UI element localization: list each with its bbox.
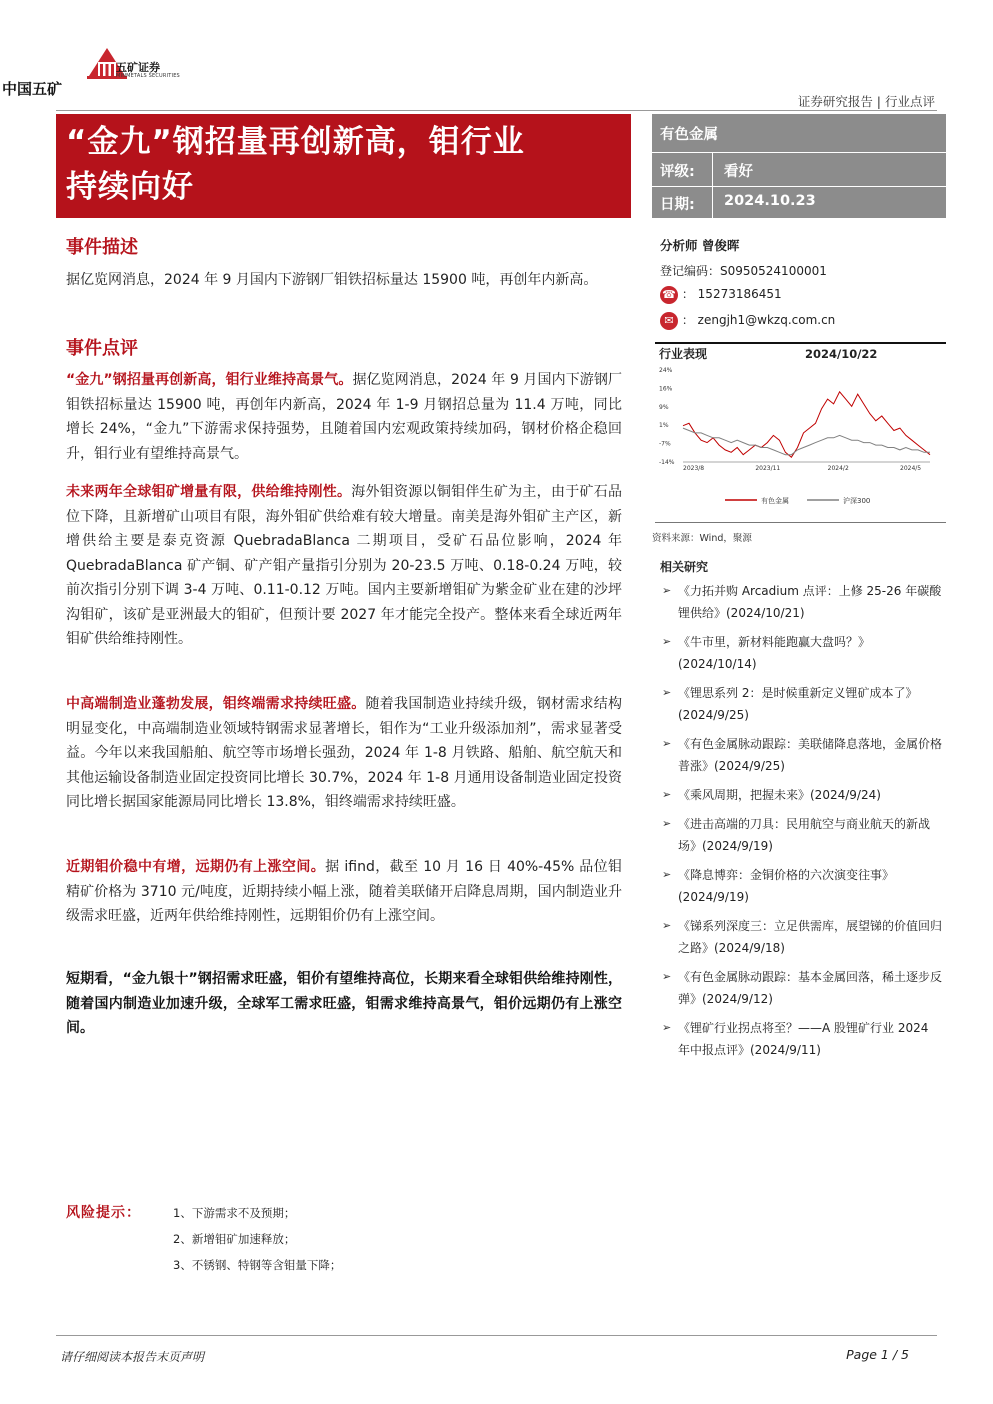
date-label: 日期:	[660, 197, 695, 213]
related-research-title: 《牛市里，新材料能跑赢大盘吗？》(2024/10/14)	[678, 635, 871, 671]
bullet-arrow-icon: ➢	[662, 686, 672, 699]
analyst-reg-code: 登记编码：S0950524100001	[660, 264, 827, 278]
section-heading-event-desc: 事件描述	[66, 237, 138, 258]
comment-4-highlight: 近期钼价稳中有增，远期仍有上涨空间。	[66, 859, 326, 875]
y-tick-label: -7%	[659, 440, 671, 448]
related-research-title: 《有色金属脉动跟踪：基本金属回落，稀土逐步反弹》(2024/9/12)	[678, 970, 943, 1006]
bullet-arrow-icon: ➢	[662, 1021, 672, 1034]
related-research-item[interactable]	[662, 813, 942, 857]
related-research-title: 《锂思系列 2：是时候重新定义锂矿成本了》(2024/9/25)	[678, 686, 918, 722]
related-research-item[interactable]	[662, 784, 942, 806]
related-research-title: 《有色金属脉动跟踪：美联储降息落地，金属价格普涨》(2024/9/25)	[678, 737, 943, 773]
comment-3-body: 随着我国制造业持续升级，钢材需求结构明显变化，中高端制造业领域特钢需求显著增长，钼作为“工业升级添加剂”，需求显著受益。今年以来我国船舶、航空等市场增长强劲，2024 年 1-8 月铁路、船舶、航空航天和其他运输设备制造业固定投资同比增长 30.7%，2024 年 1-8 月通用设备制造业固定投资同比增长据国家能源局同比增长 13.8%，钼终端需求持续旺盛。	[66, 696, 623, 810]
footer-divider	[56, 1335, 937, 1336]
logo-text-cn: 中国五矿	[2, 80, 63, 98]
bullet-arrow-icon: ➢	[662, 584, 672, 597]
rating-value: 看好	[724, 164, 753, 180]
comment-1-body: 据亿览网消息，2024 年 9 月国内下游钢厂钼铁招标量达 15900 吨，再创年内新高，2024 年 1-9 月钢招总量为 11.4 万吨，同比增长 24%，“金九”下游需求保持强势，且随着国内宏观政策持续加码，钢材价格企稳回升，钼行业有望维持高景气。	[66, 372, 622, 462]
footer-disclaimer: 请仔细阅读本报告末页声明	[60, 1350, 205, 1364]
related-research-item[interactable]	[662, 733, 942, 777]
related-research-item[interactable]	[662, 631, 942, 675]
phone-icon: ☎	[660, 286, 678, 304]
rating-box-vdivider	[712, 152, 713, 218]
chart-date: 2024/10/22	[805, 347, 878, 361]
comment-2-body: 海外钼资源以铜钼伴生矿为主，由于矿石品位下降，且新增矿山项目有限，海外钼矿供给难有较大增量。南美是海外钼矿主产区，新增供给主要是泰克资源 QuebradaBlanca 二期项目，受矿石品位影响，2024 年 QuebradaBlanca 矿产铜、矿产钼产量指引分别为 20-23.5 万吨、0.18-0.24 万吨，较前次指引分别下调 3-4 万吨、0.11-0.12 万吨。国内主要新增钼矿为紫金矿业在建的沙坪沟钼矿，该矿是亚洲最大的钼矿，但预计要 2027 年才能完全投产。整体来看全球近两年钼矿供给维持刚性。	[66, 484, 623, 647]
email-separator: ：	[681, 313, 694, 327]
date-value: 2024.10.23	[724, 193, 816, 209]
y-tick-label: 24%	[659, 367, 673, 374]
bullet-arrow-icon: ➢	[662, 868, 672, 881]
bullet-arrow-icon: ➢	[662, 817, 672, 830]
bullet-arrow-icon: ➢	[662, 919, 672, 932]
comment-2-highlight: 未来两年全球钼矿增量有限，供给维持刚性。	[66, 484, 352, 500]
sector-label: 有色金属	[660, 127, 718, 143]
x-tick-label: 2024/2	[827, 465, 849, 472]
bullet-arrow-icon: ➢	[662, 737, 672, 750]
securities-name-en: MINMETALS SECURITIES	[116, 73, 180, 79]
x-tick-label: 2023/11	[755, 465, 781, 472]
bullet-arrow-icon: ➢	[662, 970, 672, 983]
x-tick-label: 2024/5	[900, 465, 922, 472]
analyst-email-row	[660, 311, 835, 330]
rating-box-divider	[652, 152, 946, 153]
y-tick-label: -14%	[659, 459, 675, 466]
related-research-title: 《锂矿行业拐点将至？——A 股锂矿行业 2024 年中报点评》(2024/9/11)	[678, 1021, 929, 1057]
related-research-item[interactable]	[662, 682, 942, 726]
analyst-email[interactable]: zengjh1@wkzq.com.cn	[697, 313, 836, 327]
conclusion-paragraph: 短期看，“金九银十”钢招需求旺盛，钼价有望维持高位，长期来看全球钼供给维持刚性，随着国内制造业加速升级，全球军工需求旺盛，钼需求维持高景气，钼价远期仍有上涨空间。	[66, 971, 622, 1036]
legend-label: 沪深300	[843, 497, 871, 505]
doc-type: 证券研究报告 | 行业点评	[797, 94, 935, 109]
risk-item: 1、下游需求不及预期；	[173, 1206, 296, 1220]
related-research-title: 《乘风周期，把握未来》(2024/9/24)	[678, 788, 881, 802]
related-research-item[interactable]	[662, 915, 942, 959]
related-research-heading: 相关研究	[660, 560, 709, 574]
related-research-title: 《锑系列深度三：立足供需库，展望锑的价值回归之路》(2024/9/18)	[678, 919, 943, 955]
title-banner	[56, 114, 631, 218]
report-title-line1: “金九”钢招量再创新高，钼行业	[66, 124, 525, 160]
rating-label: 评级:	[660, 164, 695, 180]
phone-separator: ：	[681, 287, 694, 301]
comment-paragraph-1	[66, 368, 622, 466]
x-tick-label: 2023/8	[683, 465, 705, 472]
related-research-item[interactable]	[662, 580, 942, 624]
analyst-phone: 15273186451	[697, 287, 782, 301]
risk-item: 2、新增钼矿加速释放；	[173, 1232, 296, 1246]
comment-paragraph-2	[66, 480, 622, 652]
event-desc-text: 据亿览网消息，2024 年 9 月国内下游钢厂钼铁招标量达 15900 吨，再创年内新高。	[66, 272, 598, 288]
chart-source: 资料来源：Wind，聚源	[652, 533, 752, 544]
performance-chart-svg	[655, 344, 945, 522]
comment-paragraph-4	[66, 855, 622, 929]
risk-label: 风险提示：	[66, 1205, 141, 1221]
legend-label: 有色金属	[761, 497, 789, 505]
related-research-title: 《力拓并购 Arcadium 点评：上修 25-26 年碳酸锂供给》(2024/10/21)	[678, 584, 942, 620]
y-tick-label: 16%	[659, 385, 673, 393]
header-divider	[56, 110, 937, 111]
bullet-arrow-icon: ➢	[662, 788, 672, 801]
email-icon: ✉	[660, 312, 678, 330]
comment-3-highlight: 中高端制造业蓬勃发展，钼终端需求持续旺盛。	[66, 696, 366, 712]
risk-item: 3、不锈钢、特钢等含钼量下降；	[173, 1258, 342, 1272]
y-tick-label: 9%	[659, 403, 669, 411]
series-line-csi300	[683, 428, 930, 455]
rating-box-divider	[652, 186, 946, 187]
analyst-name: 分析师 曾俊晖	[660, 238, 740, 253]
related-research-item[interactable]	[662, 864, 942, 908]
chart-title: 行业表现	[659, 347, 708, 361]
y-tick-label: 1%	[659, 422, 669, 430]
comment-paragraph-3	[66, 692, 622, 815]
rating-box	[652, 114, 946, 218]
comment-4-body: 据 ifind，截至 10 月 16 日 40%-45% 品位钼精矿价格为 3710 元/吨度，近期持续小幅上涨，随着美联储开启降息周期，国内制造业升级需求旺盛，近两年供给维持刚性，远期钼价仍有上涨空间。	[66, 859, 622, 924]
page-number: Page 1 / 5	[846, 1347, 909, 1362]
related-research-item[interactable]	[662, 1017, 942, 1061]
report-title-line2: 持续向好	[66, 169, 194, 205]
related-research-item[interactable]	[662, 966, 942, 1010]
industry-performance-chart	[655, 344, 945, 524]
related-research-title: 《进击高端的刀具：民用航空与商业航天的新战场》(2024/9/19)	[678, 817, 931, 853]
securities-name-cn: 五矿证券	[116, 61, 160, 74]
related-research-list	[662, 580, 942, 1068]
section-heading-event-comment: 事件点评	[66, 338, 138, 359]
comment-1-highlight: “金九”钢招量再创新高，钼行业维持高景气。	[66, 372, 353, 388]
chart-bottom-rule	[655, 522, 946, 523]
analyst-phone-row	[660, 285, 782, 304]
related-research-title: 《降息博弈：金铜价格的六次演变往事》(2024/9/19)	[678, 868, 895, 904]
bullet-arrow-icon: ➢	[662, 635, 672, 648]
